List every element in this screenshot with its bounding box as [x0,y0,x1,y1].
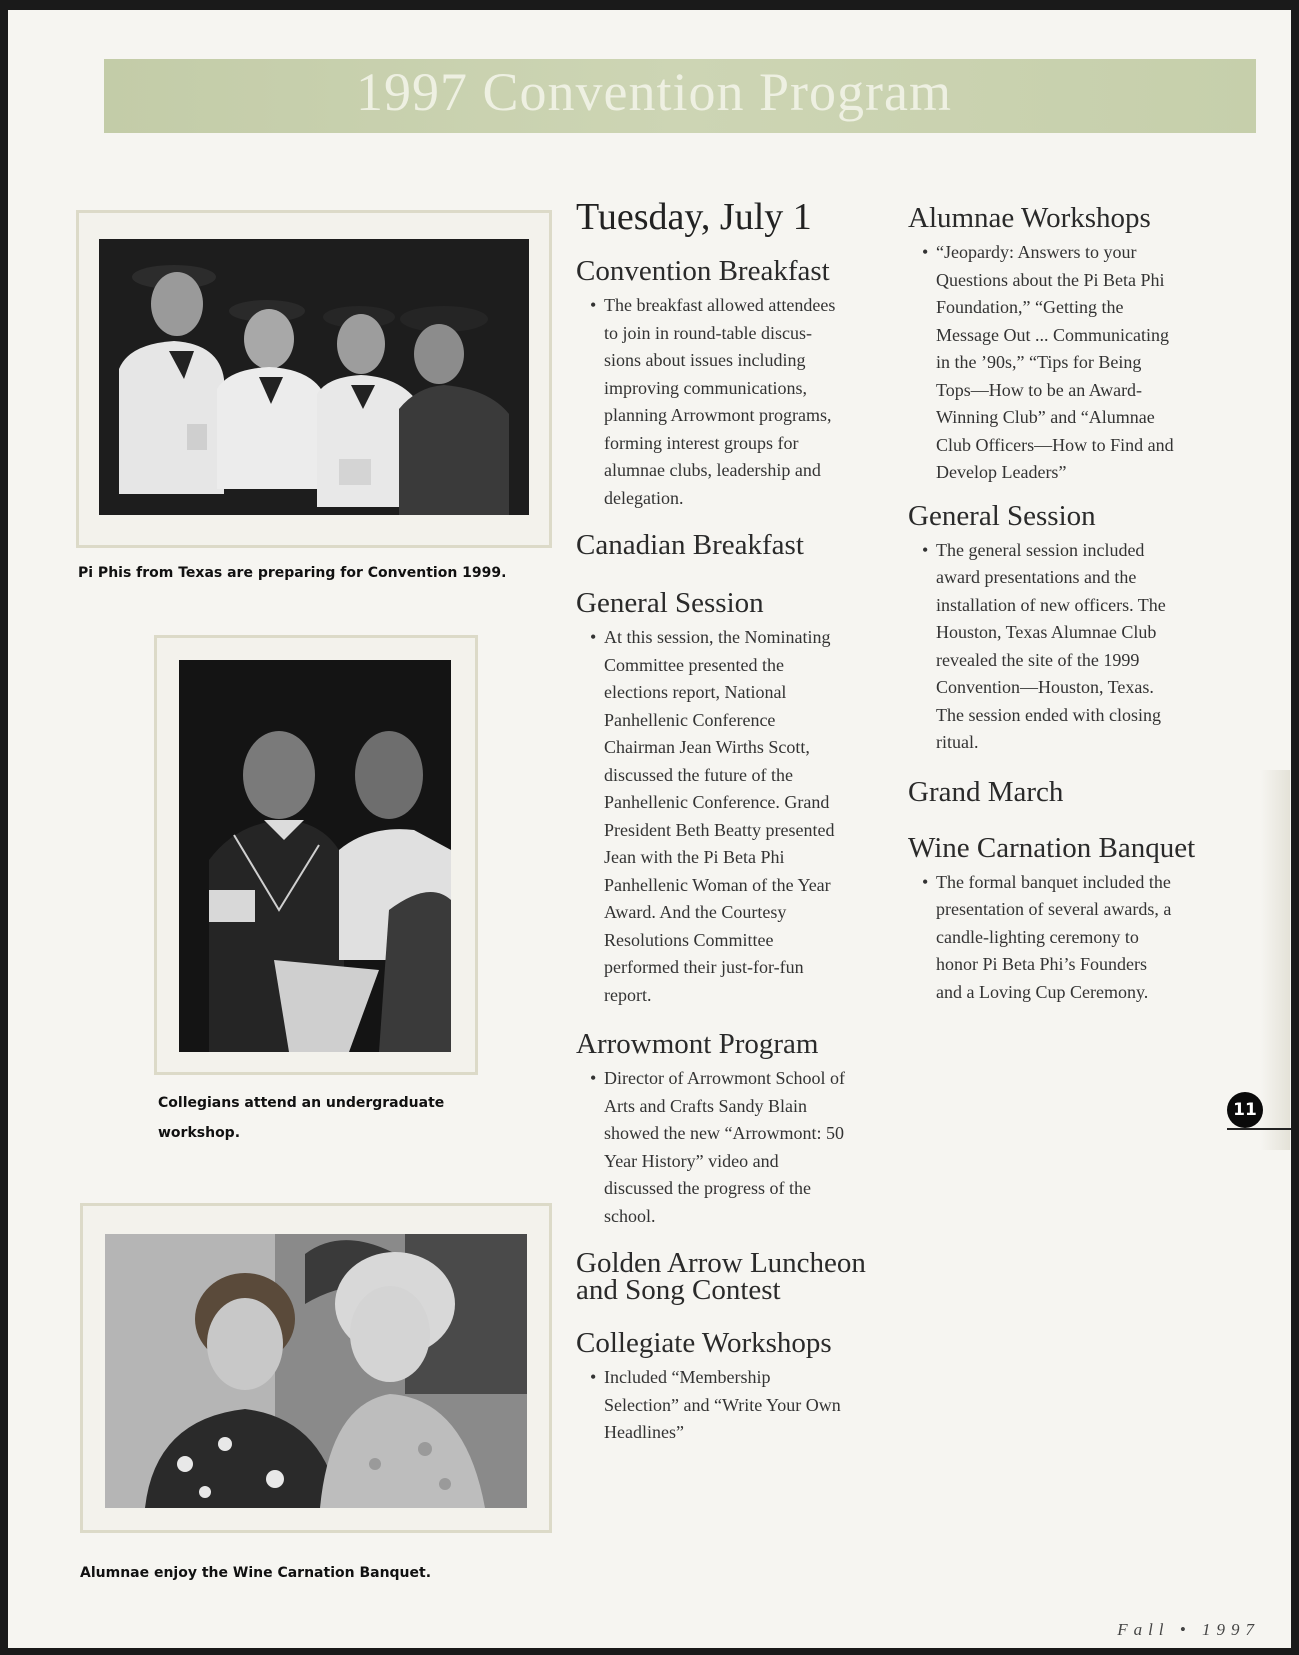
text-line: The session ended with closing [936,704,1161,725]
text-line: President Beth Beatty presented [604,819,835,840]
text-line: report. [604,984,652,1005]
photo-caption-alumnae: Alumnae enjoy the Wine Carnation Banquet. [80,1565,432,1581]
text-line: Club Officers—How to Find and [936,434,1174,455]
text-line: Foundation,” “Getting the [936,297,1124,317]
text-line: Chairman Jean Wirths Scott, [604,737,810,757]
text-line: Questions about the Pi Beta Phi [936,269,1165,290]
text-line: school. [604,1205,656,1226]
section-body [908,869,1248,1007]
page-number-badge: 11 [1227,1092,1263,1128]
text-line: honor Pi Beta Phi’s Founders [936,954,1148,974]
text-line: to join in round-table discus- [604,322,812,343]
page-title: 1997 Convention Program [356,62,952,122]
text-line: Committee presented the [604,654,784,675]
text-line: planning Arrowmont programs, [604,405,832,425]
section-body [908,239,1248,487]
page-number-rule [1227,1128,1291,1130]
text-line: Convention—Houston, Texas. [936,677,1154,697]
text-line: • The breakfast allowed attendees [604,295,836,315]
text-line: forming interest groups for [604,432,799,453]
text-line: delegation. [604,487,684,508]
caption-line: workshop. [158,1125,241,1141]
column-left [576,196,896,1461]
text-line: Tops—How to be an Award- [936,379,1143,400]
heading-line: Golden Arrow Luncheon [576,1247,866,1279]
column-right [908,203,1248,1020]
photo-alumnae-banquet [105,1234,527,1508]
section-heading: General Session [576,587,764,619]
section-body [576,292,896,512]
section-body [576,1364,896,1447]
section-body [576,624,896,1009]
text-line: sions about issues including [604,350,806,370]
text-line: Winning Club” and “Alumnae [936,407,1155,427]
text-line: • “Jeopardy: Answers to your [936,242,1137,262]
text-line: Resolutions Committee [604,929,774,950]
text-line: Panhellenic Woman of the Year [604,874,831,895]
photo-caption-collegians [158,1088,444,1148]
heading-line: and Song Contest [576,1274,781,1306]
section-body [576,1065,896,1230]
text-line: presentation of several awards, a [936,899,1172,919]
text-line: Houston, Texas Alumnae Club [936,622,1157,642]
text-line: installation of new officers. The [936,594,1166,615]
text-line: Award. And the Courtesy [604,902,787,922]
text-line: discussed the future of the [604,764,793,785]
title-banner [104,59,1256,133]
text-line: • The formal banquet included the [936,871,1171,892]
section-body [908,537,1248,757]
caption-line: Collegians attend an undergraduate [158,1095,445,1111]
text-line: Panhellenic Conference [604,709,776,730]
text-line: Selection” and “Write Your Own [604,1394,841,1415]
text-line: improving communications, [604,377,807,398]
text-line: in the ’90s,” “Tips for Being [936,352,1142,372]
text-line: Headlines” [604,1422,684,1442]
section-heading: Convention Breakfast [576,255,830,287]
text-line: revealed the site of the 1999 [936,649,1140,670]
text-line: • Director of Arrowmont School of [604,1068,845,1088]
photo-frame-texas [76,210,552,548]
photo-caption-texas: Pi Phis from Texas are preparing for Convention 1999. [78,565,507,581]
photo-frame-collegians [154,635,478,1075]
section-heading: Collegiate Workshops [576,1327,832,1359]
text-line: performed their just-for-fun [604,957,804,977]
text-line: award presentations and the [936,567,1137,587]
text-line: Jean with the Pi Beta Phi [604,847,785,867]
text-line: elections report, National [604,682,787,702]
section-heading: General Session [908,499,1096,532]
text-line: • The general session included [936,539,1145,560]
page-edge-texture [1260,770,1290,1150]
section-heading: Grand March [908,775,1064,808]
text-line: Message Out ... Communicating [936,324,1169,345]
photo-collegians-workshop [179,660,451,1052]
text-line: Develop Leaders” [936,462,1067,482]
text-line: Year History” video and [604,1150,779,1171]
photo-texas-group [99,239,529,515]
text-line: Arts and Crafts Sandy Blain [604,1095,807,1116]
text-line: alumnae clubs, leadership and [604,460,821,480]
text-line: • At this session, the Nominating [604,627,831,647]
text-line: ritual. [936,732,979,752]
photo-frame-alumnae [80,1203,552,1533]
issue-footer: Fall • 1997 [1117,1620,1260,1639]
section-heading: Canadian Breakfast [576,529,804,561]
text-line: candle-lighting ceremony to [936,926,1139,947]
magazine-page [8,10,1291,1648]
day-heading: Tuesday, July 1 [576,196,812,238]
text-line: discussed the progress of the [604,1178,811,1198]
section-heading: Arrowmont Program [576,1028,819,1060]
text-line: showed the new “Arrowmont: 50 [604,1123,844,1143]
text-line: • Included “Membership [604,1367,771,1387]
section-heading: Alumnae Workshops [908,202,1151,234]
text-line: and a Loving Cup Ceremony. [936,981,1149,1002]
section-heading: Wine Carnation Banquet [908,831,1196,864]
text-line: Panhellenic Conference. Grand [604,792,830,812]
section-heading [576,1247,896,1306]
